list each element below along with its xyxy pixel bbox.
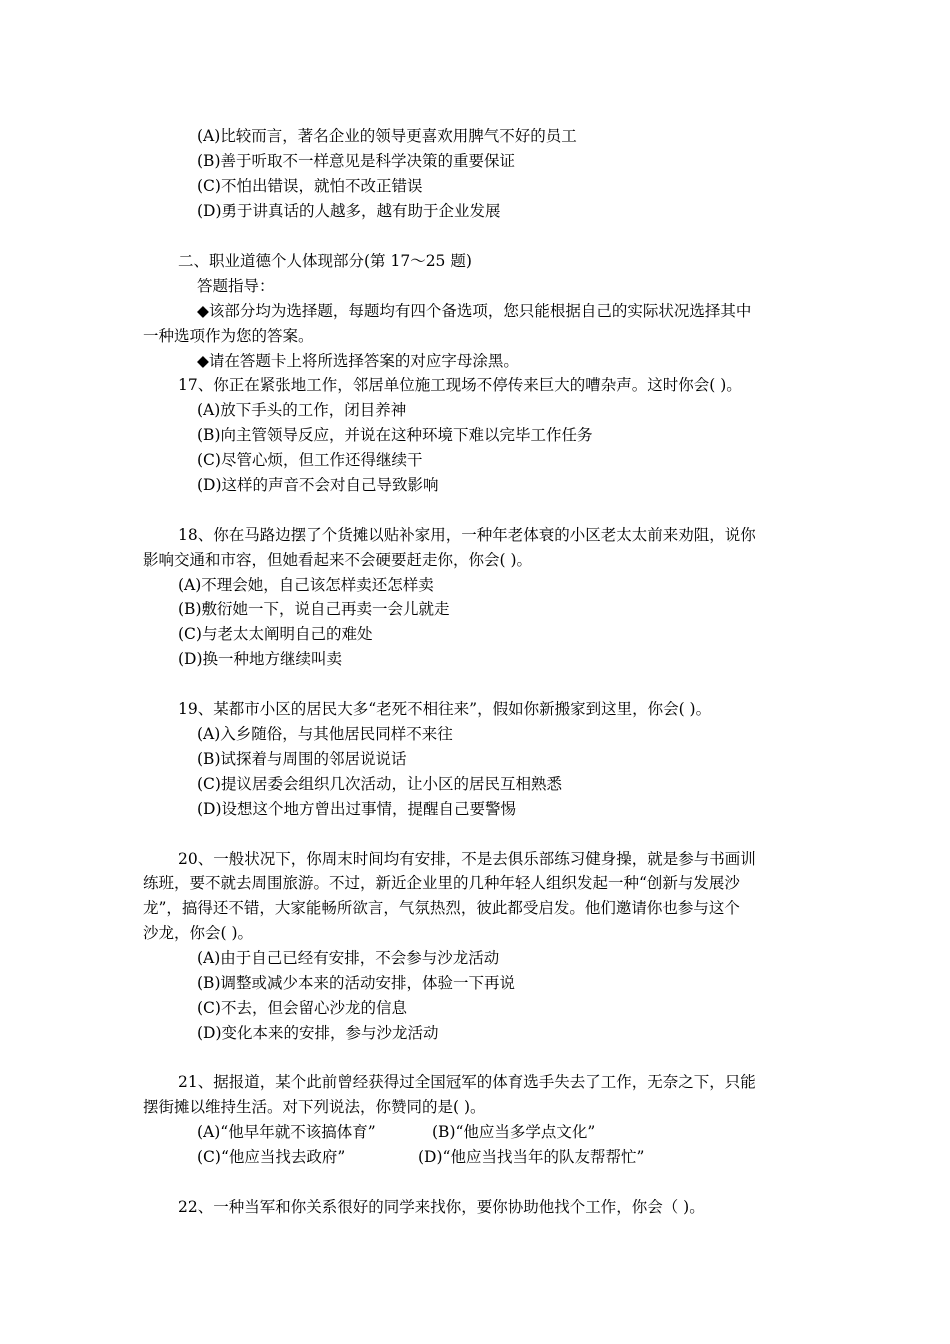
q18-option-d: (D)换一种地方继续叫卖 xyxy=(178,650,343,668)
q20-option-d: (D)变化本来的安排，参与沙龙活动 xyxy=(197,1024,439,1042)
q18-option-b: (B)敷衍她一下，说自己再卖一会儿就走 xyxy=(178,600,450,618)
q20-option-c: (C)不去，但会留心沙龙的信息 xyxy=(197,999,407,1017)
q20-option-b: (B)调整或减少本来的活动安排，体验一下再说 xyxy=(197,974,515,992)
q20-option-a: (A)由于自己已经有安排，不会参与沙龙活动 xyxy=(197,949,500,967)
q20-stem-2: 练班，要不就去周围旅游。不过，新近企业里的几种年轻人组织发起一种“创新与发展沙 xyxy=(143,874,740,892)
q17-option-c: (C)尽管心烦，但工作还得继续干 xyxy=(197,451,423,469)
option-d: (D)勇于讲真话的人越多，越有助于企业发展 xyxy=(197,202,501,220)
option-b: (B)善于听取不一样意见是科学决策的重要保证 xyxy=(197,152,515,170)
option-c: (C)不怕出错误，就怕不改正错误 xyxy=(197,177,423,195)
q21-stem-1: 21、据报道，某个此前曾经获得过全国冠军的体育选手失去了工作，无奈之下，只能 xyxy=(178,1073,756,1091)
q21-option-c: (C)“他应当找去政府” xyxy=(197,1148,346,1166)
q19-option-b: (B)试探着与周围的邻居说说话 xyxy=(197,750,407,768)
q21-stem-2: 摆街摊以维持生活。对下列说法，你赞同的是( )。 xyxy=(143,1098,486,1116)
q22-stem: 22、一种当军和你关系很好的同学来找你，要你协助他找个工作，你会（ )。 xyxy=(178,1198,705,1216)
q17-option-d: (D)这样的声音不会对自己导致影响 xyxy=(197,476,439,494)
q21-option-d: (D)“他应当找当年的队友帮帮忙” xyxy=(418,1148,645,1166)
guide-title: 答题指导： xyxy=(197,277,275,295)
q18-option-c: (C)与老太太阐明自己的难处 xyxy=(178,625,373,643)
q21-option-b: (B)“他应当多学点文化” xyxy=(432,1123,596,1141)
section-heading: 二、职业道德个人体现部分(第 17～25 题) xyxy=(178,252,472,270)
q19-option-c: (C)提议居委会组织几次活动，让小区的居民互相熟悉 xyxy=(197,775,562,793)
guide-item-1: ◆该部分均为选择题，每题均有四个备选项，您只能根据自己的实际状况选择其中 xyxy=(197,302,752,320)
q20-stem-1: 20、一般状况下，你周末时间均有安排，不是去俱乐部练习健身操，就是参与书画训 xyxy=(178,850,756,868)
q21-option-a: (A)“他早年就不该搞体育” xyxy=(197,1123,376,1141)
q18-stem-1: 18、你在马路边摆了个货摊以贴补家用，一种年老体衰的小区老太太前来劝阻，说你 xyxy=(178,526,756,544)
q18-stem-2: 影响交通和市容，但她看起来不会硬要赶走你，你会( )。 xyxy=(143,551,533,569)
guide-item-2: ◆请在答题卡上将所选择答案的对应字母涂黑。 xyxy=(197,352,519,370)
q19-stem: 19、某都市小区的居民大多“老死不相往来”，假如你新搬家到这里，你会( )。 xyxy=(178,700,712,718)
q17-option-a: (A)放下手头的工作，闭目养神 xyxy=(197,401,407,419)
q20-stem-3: 龙”，搞得还不错，大家能畅所欲言，气氛热烈，彼此都受启发。他们邀请你也参与这个 xyxy=(143,899,740,917)
q18-option-a: (A)不理会她，自己该怎样卖还怎样卖 xyxy=(178,576,434,594)
q17-option-b: (B)向主管领导反应，并说在这种环境下难以完毕工作任务 xyxy=(197,426,593,444)
q19-option-d: (D)设想这个地方曾出过事情，提醒自己要警惕 xyxy=(197,800,517,818)
option-a: (A)比较而言，著名企业的领导更喜欢用脾气不好的员工 xyxy=(197,127,577,145)
q17-stem: 17、你正在紧张地工作，邻居单位施工现场不停传来巨大的嘈杂声。这时你会( )。 xyxy=(178,376,742,394)
q20-stem-4: 沙龙，你会( )。 xyxy=(143,924,254,942)
q19-option-a: (A)入乡随俗，与其他居民同样不来往 xyxy=(197,725,453,743)
guide-item-1-cont: 一种选项作为您的答案。 xyxy=(143,327,314,345)
